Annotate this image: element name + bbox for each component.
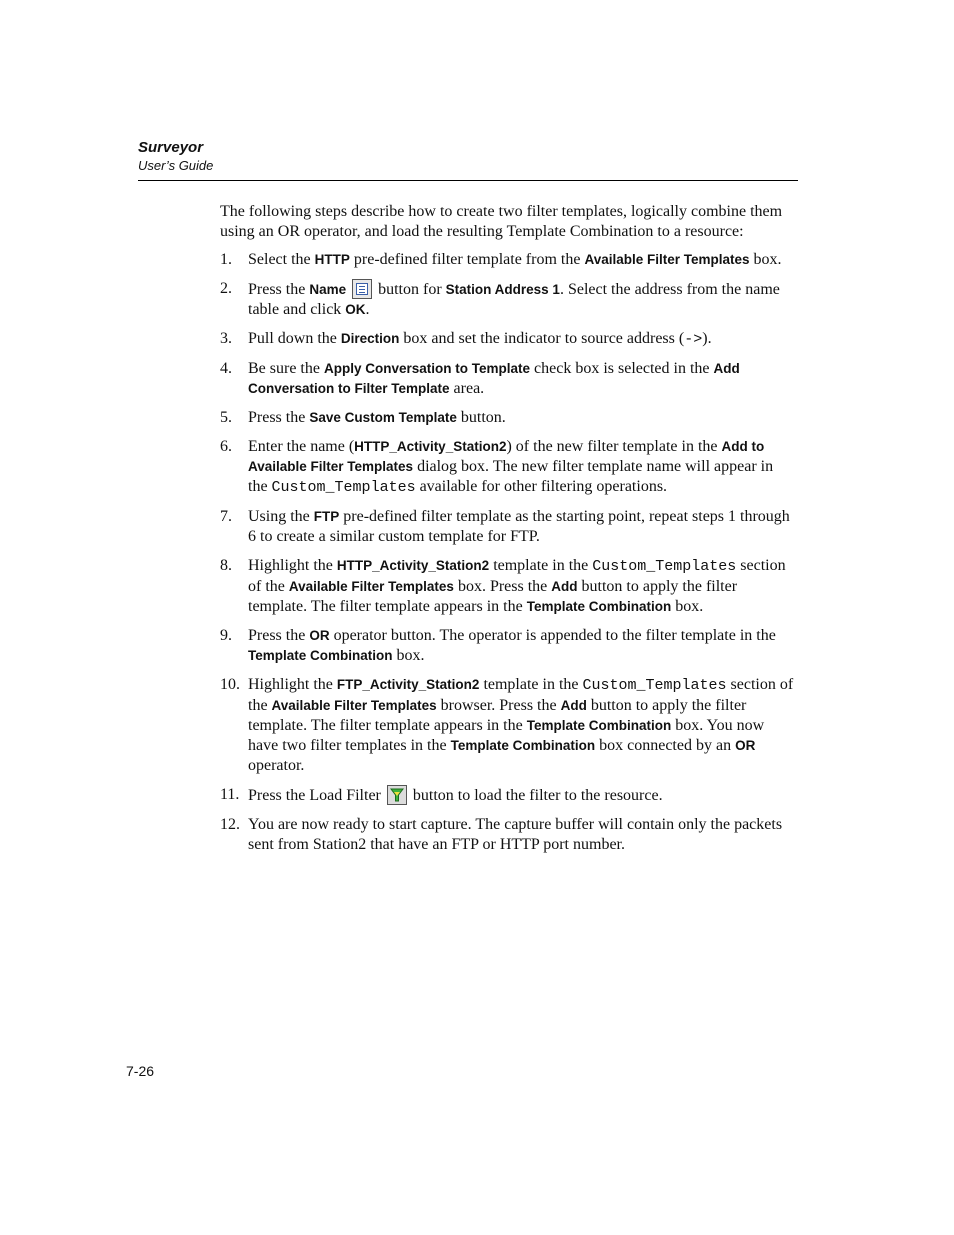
step-text: box.	[392, 647, 425, 664]
page-number: 7-26	[126, 1063, 155, 1079]
step-text: Press the Load Filter	[248, 787, 385, 804]
step-number: 8.	[220, 557, 232, 574]
step-number: 7.	[220, 508, 232, 525]
step-text: template in the	[479, 676, 583, 693]
step-text: pre-defined filter template as the starting point, repeat steps 1 through 6 to create a similar custom template for FTP.	[248, 508, 790, 545]
load-filter-icon	[387, 785, 407, 805]
ui-term: Available Filter Templates	[271, 698, 437, 713]
step-item	[220, 815, 795, 855]
step-text: . Select the address from the name table and click	[248, 281, 780, 318]
step-item	[220, 359, 795, 399]
ui-term: Direction	[340, 331, 400, 346]
step-item	[220, 626, 795, 666]
step-number: 11.	[220, 786, 240, 803]
header-rule	[138, 180, 798, 181]
step-text: button.	[456, 409, 506, 426]
ui-term: Add Conversation to Filter Template	[248, 361, 740, 396]
ui-term: Available Filter Templates	[288, 579, 454, 594]
steps-list	[220, 250, 795, 855]
step-text: section of the	[248, 557, 786, 595]
step-number: 3.	[220, 330, 232, 347]
ui-term: Template Combination	[526, 599, 672, 614]
ui-term: Template Combination	[526, 718, 672, 733]
step-text: Select the	[248, 251, 315, 268]
intro-paragraph: The following steps describe how to create two filter templates, logically combine them using an OR operator, and load the resulting Template Combination to a resource:	[220, 203, 783, 240]
step-item	[220, 250, 795, 270]
code-term: Custom_Templates	[592, 558, 737, 575]
step-number: 1.	[220, 251, 232, 268]
step-text: operator button. The operator is appended to the filter template in the	[329, 627, 776, 644]
ui-term: Add	[551, 579, 578, 594]
page-header	[138, 138, 798, 174]
step-text: Press the	[248, 281, 310, 298]
ui-term: Template Combination	[450, 738, 596, 753]
step-text: button to apply the filter template. The filter template appears in the	[248, 578, 738, 615]
step-item	[220, 507, 795, 547]
step-text: box.	[671, 598, 704, 615]
step-text: operator.	[248, 757, 305, 774]
step-number: 2.	[220, 280, 232, 297]
ui-term: HTTP_Activity_Station2	[336, 558, 490, 573]
main-content	[220, 202, 795, 864]
step-text: Enter the name (	[248, 438, 355, 455]
step-item	[220, 785, 795, 806]
step-text: box and set the indicator to source address (	[399, 330, 685, 347]
step-text: browser. Press the	[436, 697, 561, 714]
step-number: 5.	[220, 409, 232, 426]
ui-term: HTTP_Activity_Station2	[354, 439, 507, 454]
step-text: Be sure the	[248, 360, 324, 377]
name-table-icon	[352, 279, 372, 299]
document-subtitle: User’s Guide	[138, 158, 214, 173]
step-text: button to apply the filter template. The filter template appears in the	[248, 697, 747, 734]
ui-term: HTTP	[314, 252, 350, 267]
ui-term: Available Filter Templates	[584, 252, 750, 267]
step-text: Using the	[248, 508, 314, 525]
ui-term: OR	[309, 628, 330, 643]
code-term: Custom_Templates	[271, 479, 416, 496]
step-text: Highlight the	[248, 676, 337, 693]
step-text: box.	[749, 251, 782, 268]
step-text: section of the	[248, 676, 794, 714]
step-text: button to load the filter to the resource.	[408, 787, 663, 804]
step-text: You are now ready to start capture. The capture buffer will contain only the packets sent from Station2 that have an FTP or HTTP port number.	[248, 816, 783, 853]
step-text: Highlight the	[248, 557, 337, 574]
step-text: pre-defined filter template from the	[349, 251, 585, 268]
ui-term: Save Custom Template	[309, 410, 457, 425]
step-text: .	[365, 301, 370, 318]
step-number: 9.	[220, 627, 232, 644]
ui-term: FTP	[313, 509, 340, 524]
ui-term: Template Combination	[248, 648, 393, 663]
step-number: 4.	[220, 360, 232, 377]
step-text: box. You now have two filter templates in the	[248, 717, 765, 754]
step-text: Press the	[248, 409, 310, 426]
step-text: ) of the new filter template in the	[506, 438, 722, 455]
ui-term: OR	[735, 738, 756, 753]
step-text: template in the	[489, 557, 593, 574]
code-term: ->	[684, 331, 703, 348]
step-item	[220, 279, 795, 320]
ui-term: OK	[345, 302, 366, 317]
step-text: available for other filtering operations.	[415, 478, 668, 495]
ui-term: FTP_Activity_Station2	[336, 677, 480, 692]
step-number: 6.	[220, 438, 232, 455]
step-text: ).	[702, 330, 712, 347]
step-item	[220, 329, 795, 350]
step-item	[220, 408, 795, 428]
ui-term: Add	[560, 698, 587, 713]
step-text: button for	[374, 281, 446, 298]
ui-term: Add to Available Filter Templates	[248, 439, 765, 474]
step-text: Pull down the	[248, 330, 341, 347]
step-number: 10.	[220, 676, 240, 693]
step-text: Press the	[248, 627, 310, 644]
step-number: 12.	[220, 816, 240, 833]
step-text	[346, 281, 350, 298]
ui-term: Station Address 1	[445, 282, 560, 297]
step-text: box. Press the	[453, 578, 552, 595]
step-item	[220, 437, 795, 498]
ui-term: Name	[309, 282, 347, 297]
step-item	[220, 556, 795, 617]
document-title: Surveyor	[138, 139, 204, 156]
step-text: check box is selected in the	[530, 360, 714, 377]
code-term: Custom_Templates	[582, 677, 727, 694]
step-text: dialog box. The new filter template name will appear in the	[248, 458, 774, 495]
step-text: box connected by an	[595, 737, 736, 754]
step-text: area.	[449, 380, 485, 397]
ui-term: Apply Conversation to Template	[323, 361, 531, 376]
step-item	[220, 675, 795, 776]
